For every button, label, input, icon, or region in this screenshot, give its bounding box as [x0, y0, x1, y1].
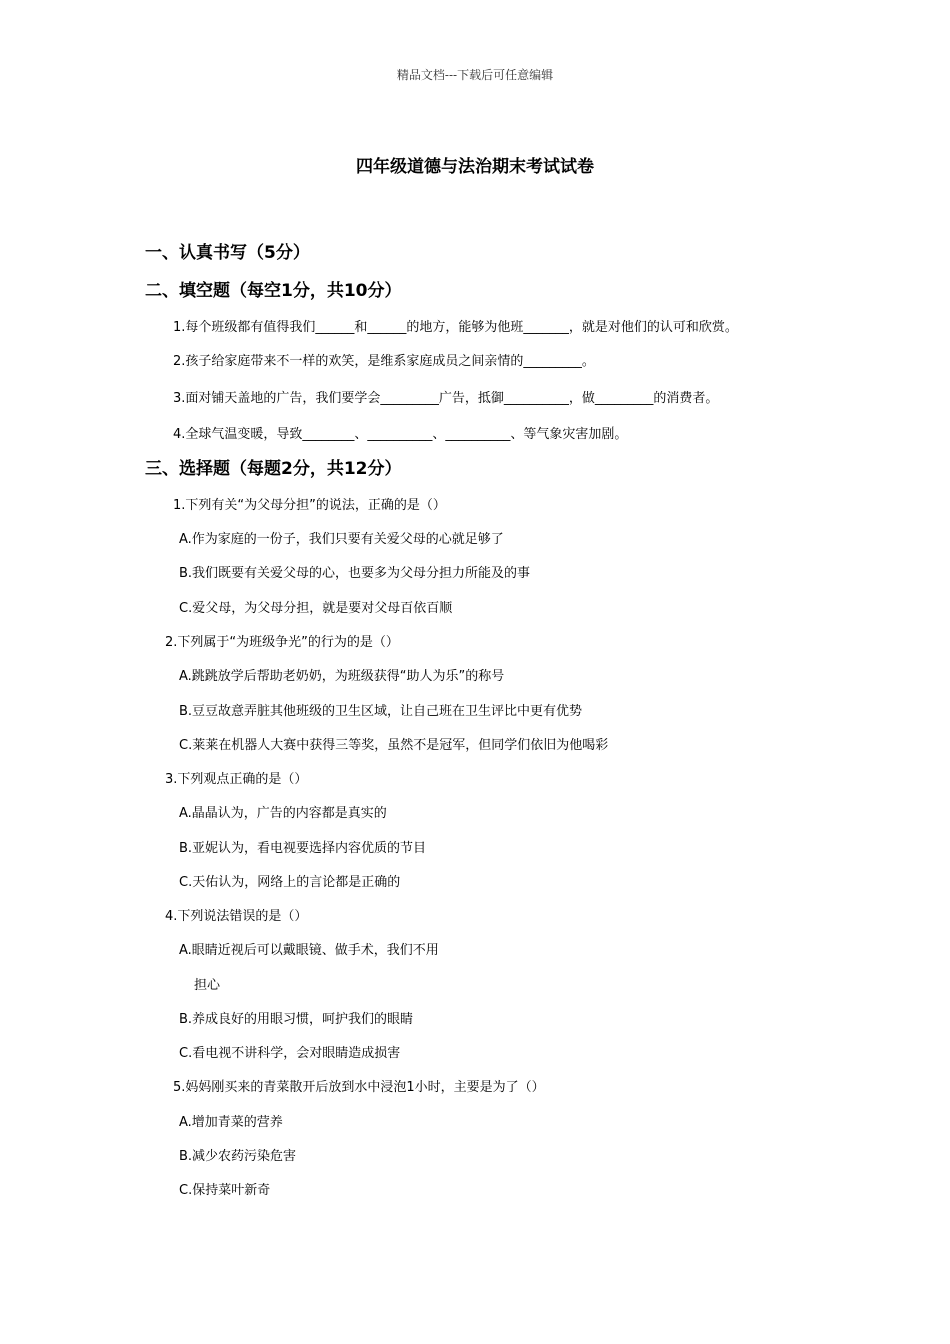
fill-question-4: 4.全球气温变暖，导致________、__________、__________、等气象灾害加剧。: [173, 427, 628, 442]
choice-option: C.天佑认为，网络上的言论都是正确的: [179, 875, 401, 890]
choice-question-2: 2.下列属于“为班级争光”的行为的是（）: [165, 635, 399, 650]
choice-question-5: 5.妈妈刚买来的青菜散开后放到水中浸泡1小时，主要是为了（）: [173, 1080, 545, 1095]
section-heading-writing: 一、认真书写（5分）: [145, 243, 310, 263]
choice-question-4: 4.下列说法错误的是（）: [165, 909, 308, 924]
choice-question-3: 3.下列观点正确的是（）: [165, 772, 308, 787]
choice-option: C.保持菜叶新奇: [179, 1183, 271, 1198]
choice-option: B.豆豆故意弄脏其他班级的卫生区域，让自己班在卫生评比中更有优势: [179, 704, 583, 719]
fill-question-3: 3.面对铺天盖地的广告，我们要学会_________广告，抵御__________，做_________的消费者。: [173, 391, 719, 406]
fill-question-2: 2.孩子给家庭带来不一样的欢笑，是维系家庭成员之间亲情的_________。: [173, 354, 595, 369]
choice-option: A.眼睛近视后可以戴眼镜、做手术，我们不用: [179, 943, 439, 958]
section-heading-fill: 二、填空题（每空1分，共10分）: [145, 281, 402, 301]
choice-option: B.我们既要有关爱父母的心，也要多为父母分担力所能及的事: [179, 566, 531, 581]
fill-question-1: 1.每个班级都有值得我们______和______的地方，能够为他班_______，就是对他们的认可和欣赏。: [173, 320, 738, 335]
choice-option: A.增加青菜的营养: [179, 1115, 283, 1130]
choice-option: B.亚妮认为，看电视要选择内容优质的节目: [179, 841, 427, 856]
choice-option-continued: 担心: [194, 978, 221, 993]
choice-option: C.看电视不讲科学，会对眼睛造成损害: [179, 1046, 401, 1061]
choice-option: A.跳跳放学后帮助老奶奶，为班级获得“助人为乐”的称号: [179, 669, 505, 684]
choice-option: A.晶晶认为，广告的内容都是真实的: [179, 806, 387, 821]
section-heading-choice: 三、选择题（每题2分，共12分）: [145, 459, 402, 479]
choice-option: B.减少农药污染危害: [179, 1149, 297, 1164]
choice-option: A.作为家庭的一份子，我们只要有关爱父母的心就足够了: [179, 532, 504, 547]
page-title: 四年级道德与法治期末考试试卷: [356, 157, 594, 177]
page-header: 精品文档---下载后可任意编辑: [396, 68, 554, 82]
choice-question-1: 1.下列有关“为父母分担”的说法，正确的是（）: [173, 498, 446, 513]
choice-option: C.爱父母，为父母分担，就是要对父母百依百顺: [179, 601, 453, 616]
choice-option: B.养成良好的用眼习惯，呵护我们的眼睛: [179, 1012, 414, 1027]
choice-option: C.莱莱在机器人大赛中获得三等奖，虽然不是冠军，但同学们依旧为他喝彩: [179, 738, 609, 753]
